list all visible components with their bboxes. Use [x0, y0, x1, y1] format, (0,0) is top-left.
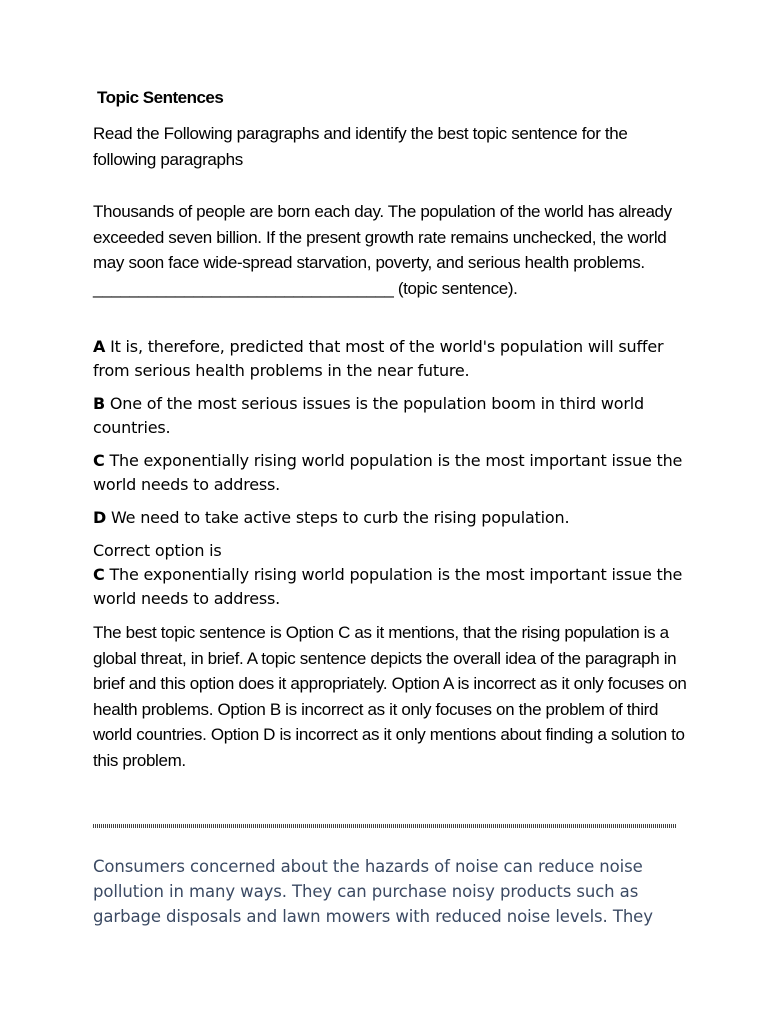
correct-option-letter: C: [93, 565, 105, 584]
correct-option-label: Correct option is: [93, 541, 222, 560]
option-letter: D: [93, 508, 107, 527]
question-passage: Thousands of people are born each day. The population of the world has already exceeded seven billion. If the present growth rate remains unchecked, the world may soon face wide-spread starvation, poverty, and serious health problems. _________________________________ (topic sentence).: [93, 202, 672, 298]
dotted-divider: [93, 824, 676, 828]
option-text: The exponentially rising world population is the most important issue the world needs to address.: [93, 451, 683, 494]
option-text: One of the most serious issues is the population boom in third world countries.: [93, 394, 644, 437]
correct-answer: [93, 539, 693, 611]
option-letter: B: [93, 394, 105, 413]
option-text: We need to take active steps to curb the rising population.: [110, 508, 570, 527]
option-letter: A: [93, 337, 106, 356]
option-d: [93, 506, 693, 530]
page-title: Topic Sentences: [97, 88, 224, 107]
correct-option-text: The exponentially rising world population is the most important issue the world needs to address.: [93, 565, 683, 608]
option-a: [93, 335, 693, 383]
option-c: [93, 449, 693, 497]
option-b: [93, 392, 693, 440]
next-passage-text: Consumers concerned about the hazards of noise can reduce noise pollution in many ways. They can purchase noisy products such as garbage disposals and lawn mowers with reduced noise levels. They: [93, 857, 653, 926]
explanation-text: The best topic sentence is Option C as it mentions, that the rising population is a global threat, in brief. A topic sentence depicts the overall idea of the paragraph in brief and this option does it appropriately. Option A is incorrect as it only focuses on health problems. Option B is incorrect as it only focuses on the problem of third world countries. Option D is incorrect as it only mentions about finding a solution to this problem.: [93, 623, 687, 770]
option-text: It is, therefore, predicted that most of the world's population will suffer from serious health problems in the near future.: [93, 337, 664, 380]
instructions-text: Read the Following paragraphs and identify the best topic sentence for the following paragraphs: [93, 124, 628, 169]
option-letter: C: [93, 451, 105, 470]
